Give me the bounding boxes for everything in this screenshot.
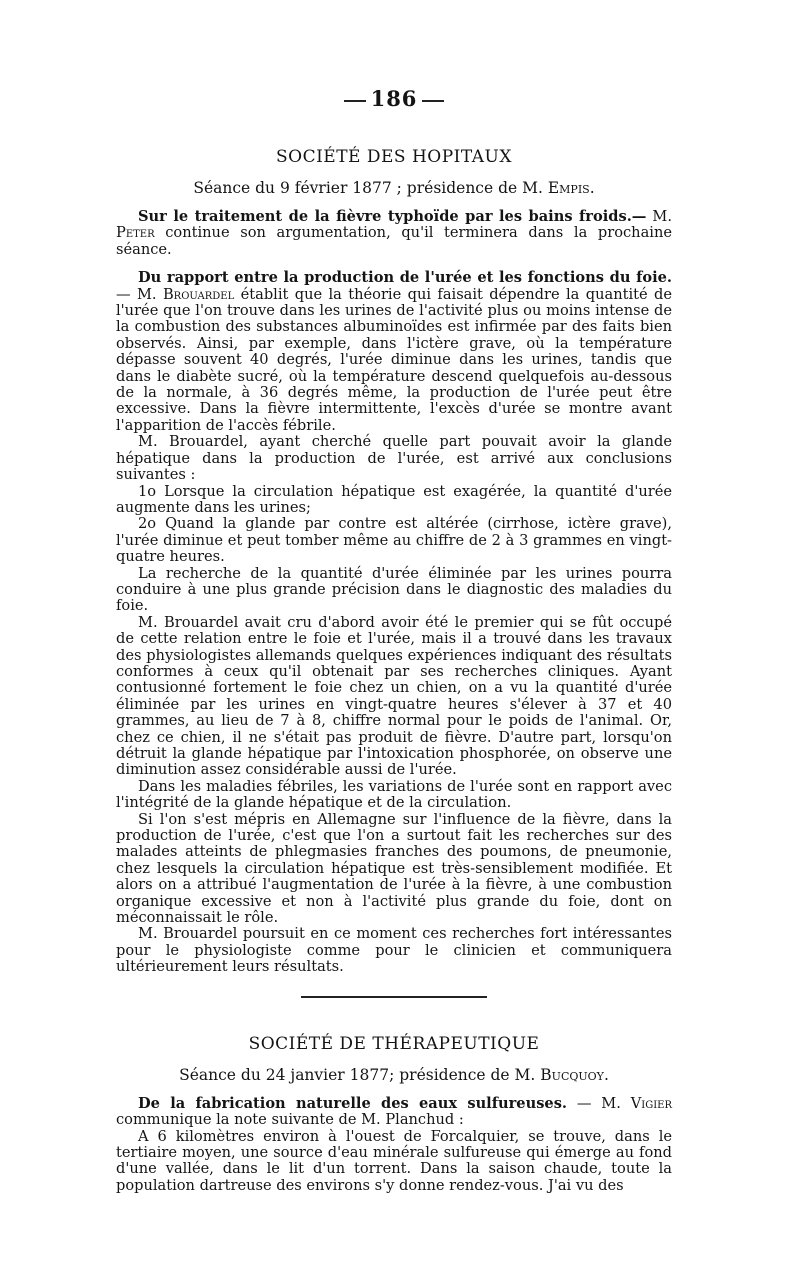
- paragraph: 1o Lorsque la circulation hépatique est exagérée, la quantité d'urée augmente dans les urines;: [116, 482, 672, 516]
- item-speaker: Brouardel: [162, 285, 235, 303]
- item-heading: Sur le traitement de la fièvre typhoïde par les bains froids.—: [138, 208, 647, 225]
- item-speaker: Vigier: [630, 1094, 673, 1112]
- session-president: Empis: [547, 179, 590, 197]
- paragraph: M. Brouardel poursuit en ce moment ces recherches fort intéressantes pour le physiologiste comme pour le clinicien et communiquera ultérieurement leurs résultats.: [116, 925, 672, 976]
- paragraph: M. Brouardel, ayant cherché quelle part pouvait avoir la glande hépatique dans la production de l'urée, est arrivé aux conclusions suivantes :: [116, 433, 672, 484]
- session-text: Séance du 24 janvier 1877; présidence de M.: [179, 1065, 536, 1084]
- item-dash: — M.: [567, 1094, 631, 1112]
- page-number-text: 186: [370, 86, 418, 111]
- item-text: continue son argumentation, qu'il terminera dans la prochaine séance.: [116, 224, 672, 258]
- session-line-therapeutique: Séance du 24 janvier 1877; présidence de M. Bucquoy.: [179, 1065, 609, 1084]
- paragraph: A 6 kilomètres environ à l'ouest de Forcalquier, se trouve, dans le tertiaire moyen, une source d'eau minérale sulfureuse qui émerge au fond d'une vallée, dans le lit d'un torrent. Dans la saison chaude, toute la population dartreuse des environs s'y donne rendez-vous. J'ai vu des: [116, 1127, 672, 1194]
- section-title-therapeutique: SOCIÉTÉ DE THÉRAPEUTIQUE: [248, 1033, 540, 1054]
- paragraph: M. Brouardel avait cru d'abord avoir été le premier qui se fût occupé de cette relation entre le foie et l'urée, mais il a trouvé dans les travaux des physiologistes allemands quelques expériences indiquant des résultats conformes à ceux qu'il obtenait par ses recherches cliniques. Ayant contusionné fortement le foie chez un chien, on a vu la quantité d'urée éliminée par les urines en vingt-quatre heures s'élever à 37 et 40 grammes, au lieu de 7 à 8, chiffre normal pour le poids de l'animal. Or, chez ce chien, il ne s'était pas produit de fièvre. D'autre part, lorsqu'on détruit la glande hépatique par l'intoxication phosphorée, on observe une diminution assez considérable aussi de l'urée.: [116, 613, 672, 779]
- folio-left-dash: [344, 100, 366, 102]
- item-speaker: M. Peter: [116, 208, 673, 242]
- item-typhoide: [116, 209, 672, 258]
- session-line-hopitaux: Séance du 9 février 1877 ; présidence de M. Empis.: [193, 179, 595, 197]
- paragraph: Dans les maladies fébriles, les variations de l'urée sont en rapport avec l'intégrité de la glande hépatique et de la circulation.: [116, 777, 672, 812]
- paragraph: La recherche de la quantité d'urée éliminée par les urines pourra conduire à une plus grande précision dans le diagnostic des maladies du foie.: [116, 564, 672, 615]
- item-uree-foie: [116, 270, 672, 434]
- folio-right-dash: [422, 100, 444, 102]
- section-divider: [301, 996, 487, 998]
- session-text: Séance du 9 février 1877 ; présidence de M.: [193, 179, 543, 197]
- item-text: communique la note suivante de M. Planchud :: [116, 1111, 464, 1129]
- session-president: Bucquoy: [540, 1065, 604, 1084]
- item-heading: Du rapport entre la production de l'urée et les fonctions du foie.: [138, 269, 672, 287]
- item-text: établit que la théorie qui faisait dépendre la quantité de l'urée que l'on trouve dans les urines de l'activité plus ou moins intense de la combustion des substances albuminoïdes est infirmée par des faits bien observés. Ainsi, par exemple, dans l'ictère grave, où la température dépasse souvent 40 degrés, l'urée diminue dans les urines, tandis que dans le diabète sucré, où la température descend quelquefois au-dessous de la normale, à 36 degrés même, la production de l'urée peut être excessive. Dans la fièvre intermittente, l'excès d'urée se montre avant l'apparition de l'accès fébrile.: [116, 285, 672, 434]
- item-heading: De la fabrication naturelle des eaux sulfureuses.: [138, 1094, 568, 1112]
- item-eaux-sulfureuses: [116, 1096, 672, 1129]
- paragraph: 2o Quand la glande par contre est altérée (cirrhose, ictère grave), l'urée diminue et peut tomber même au chiffre de 2 à 3 grammes en vingt-quatre heures.: [116, 515, 672, 566]
- page-number: [116, 86, 672, 111]
- section-title-hopitaux: SOCIÉTÉ DES HOPITAUX: [276, 147, 512, 167]
- paragraph: Si l'on s'est mépris en Allemagne sur l'influence de la fièvre, dans la production de l'urée, c'est que l'on a surtout fait les recherches sur des malades atteints de phlegmasies franches des poumons, de pneumonie, chez lesquels la circulation hépatique est très-sensiblement modifiée. Et alors on a attribué l'augmentation de l'urée à la fièvre, à une combustion organique excessive et non à l'activité plus grande du foie, dont on méconnaissait le rôle.: [116, 810, 672, 927]
- item-dash: — M.: [116, 285, 163, 303]
